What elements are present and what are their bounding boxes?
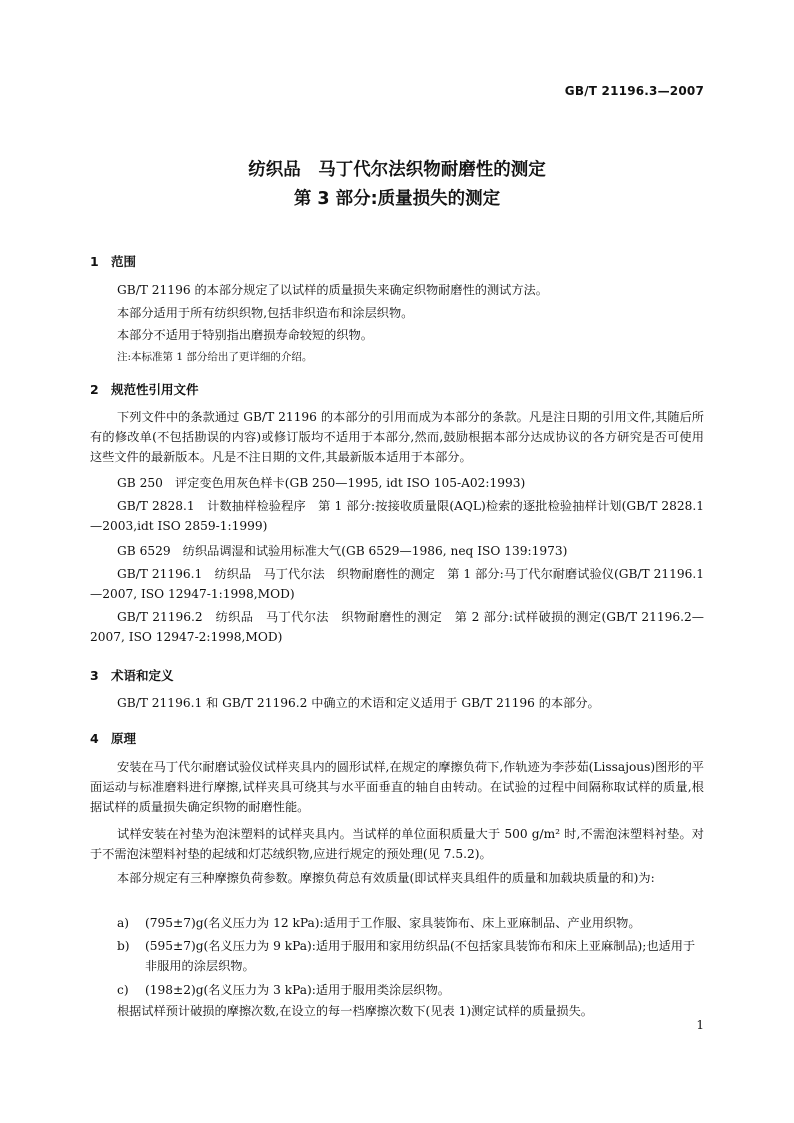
list-item-label: c) [117,983,129,997]
reference-item: GB/T 21196.2 纺织品 马丁代尔法 织物耐磨性的测定 第 2 部分:试样破损的测定(GB/T 21196.2—2007, ISO 12947-2:1998,MOD) [90,610,704,645]
reference-item: GB 6529 纺织品调湿和试验用标准大气(GB 6529—1986, neq ISO 139:1973) [117,544,568,558]
section-number: 3 [90,668,99,683]
principle-paragraph-3: 本部分规定有三种摩擦负荷参数。摩擦负荷总有效质量(即试样夹具组件的质量和加载块质量的和)为: [117,871,655,885]
section-title: 原理 [111,731,137,746]
document-title: 纺织品 马丁代尔法织物耐磨性的测定 [248,160,546,180]
section-heading-principle [90,729,136,747]
section-number: 1 [90,254,99,269]
page-number: 1 [696,1018,704,1032]
section-heading-terms [90,666,174,684]
list-item [117,913,704,933]
reference-item: GB/T 21196.1 纺织品 马丁代尔法 织物耐磨性的测定 第 1 部分:马丁代尔耐磨试验仪(GB/T 21196.1—2007, ISO 12947-1:1998,MOD) [90,567,704,602]
list-item [117,936,704,976]
scope-paragraph-3: 本部分不适用于特别指出磨损寿命较短的织物。 [117,328,373,342]
section-number: 2 [90,382,99,397]
list-item-label: b) [117,939,130,953]
principle-paragraph-1: 安装在马丁代尔耐磨试验仪试样夹具内的圆形试样,在规定的摩擦负荷下,作轨迹为李莎茹(Lissajous)图形的平面运动与标准磨料进行摩擦,试样夹具可绕其与水平面垂直的轴自由转动。在试验的过程中间隔称取试样的质量,根据试样的质量损失确定织物的耐磨性能。 [90,760,704,815]
list-item-text: (795±7)g(名义压力为 12 kPa):适用于工作服、家具装饰布、床上亚麻制品、产业用织物。 [145,916,641,931]
list-item [117,980,704,1000]
section-title: 规范性引用文件 [111,382,199,397]
section-title: 术语和定义 [111,668,174,683]
section-heading-scope [90,252,136,270]
list-item-text: (595±7)g(名义压力为 9 kPa):适用于服用和家用纺织品(不包括家具装饰布和床上亚麻制品);也适用于非服用的涂层织物。 [145,939,696,974]
section-title: 范围 [111,254,137,269]
document-subtitle: 第 3 部分:质量损失的测定 [293,189,501,209]
section-heading-references [90,380,199,398]
scope-note: 注:本标准第 1 部分给出了更详细的介绍。 [117,351,313,363]
list-item-text: (198±2)g(名义压力为 3 kPa):适用于服用类涂层织物。 [145,983,450,998]
scope-paragraph-2: 本部分适用于所有纺织织物,包括非织造布和涂层织物。 [117,306,414,320]
principle-paragraph-2: 试样安装在衬垫为泡沫塑料的试样夹具内。当试样的单位面积质量大于 500 g/m² 时,不需泡沫塑料衬垫。对于不需泡沫塑料衬垫的起绒和灯芯绒织物,应进行规定的预处理(见 7.5.2)。 [90,827,704,862]
standard-code: GB/T 21196.3—2007 [564,84,704,98]
references-intro: 下列文件中的条款通过 GB/T 21196 的本部分的引用而成为本部分的条款。凡是注日期的引用文件,其随后所有的修改单(不包括勘误的内容)或修订版均不适用于本部分,然而,鼓励根据本部分达成协议的各方研究是否可使用这些文件的最新版本。凡是不注日期的文件,其最新版本适用于本部分。 [90,410,704,465]
list-item-label: a) [117,916,130,930]
reference-item: GB 250 评定变色用灰色样卡(GB 250—1995, idt ISO 105-A02:1993) [117,476,526,490]
reference-item: GB/T 2828.1 计数抽样检验程序 第 1 部分:按接收质量限(AQL)检索的逐批检验抽样计划(GB/T 2828.1—2003,idt ISO 2859-1:1999) [90,499,704,534]
section-number: 4 [90,731,99,746]
terms-paragraph: GB/T 21196.1 和 GB/T 21196.2 中确立的术语和定义适用于 GB/T 21196 的本部分。 [117,696,600,710]
scope-paragraph-1: GB/T 21196 的本部分规定了以试样的质量损失来确定织物耐磨性的测试方法。 [117,283,548,297]
principle-paragraph-4: 根据试样预计破损的摩擦次数,在设立的每一档摩擦次数下(见表 1)测定试样的质量损失。 [117,1004,593,1018]
